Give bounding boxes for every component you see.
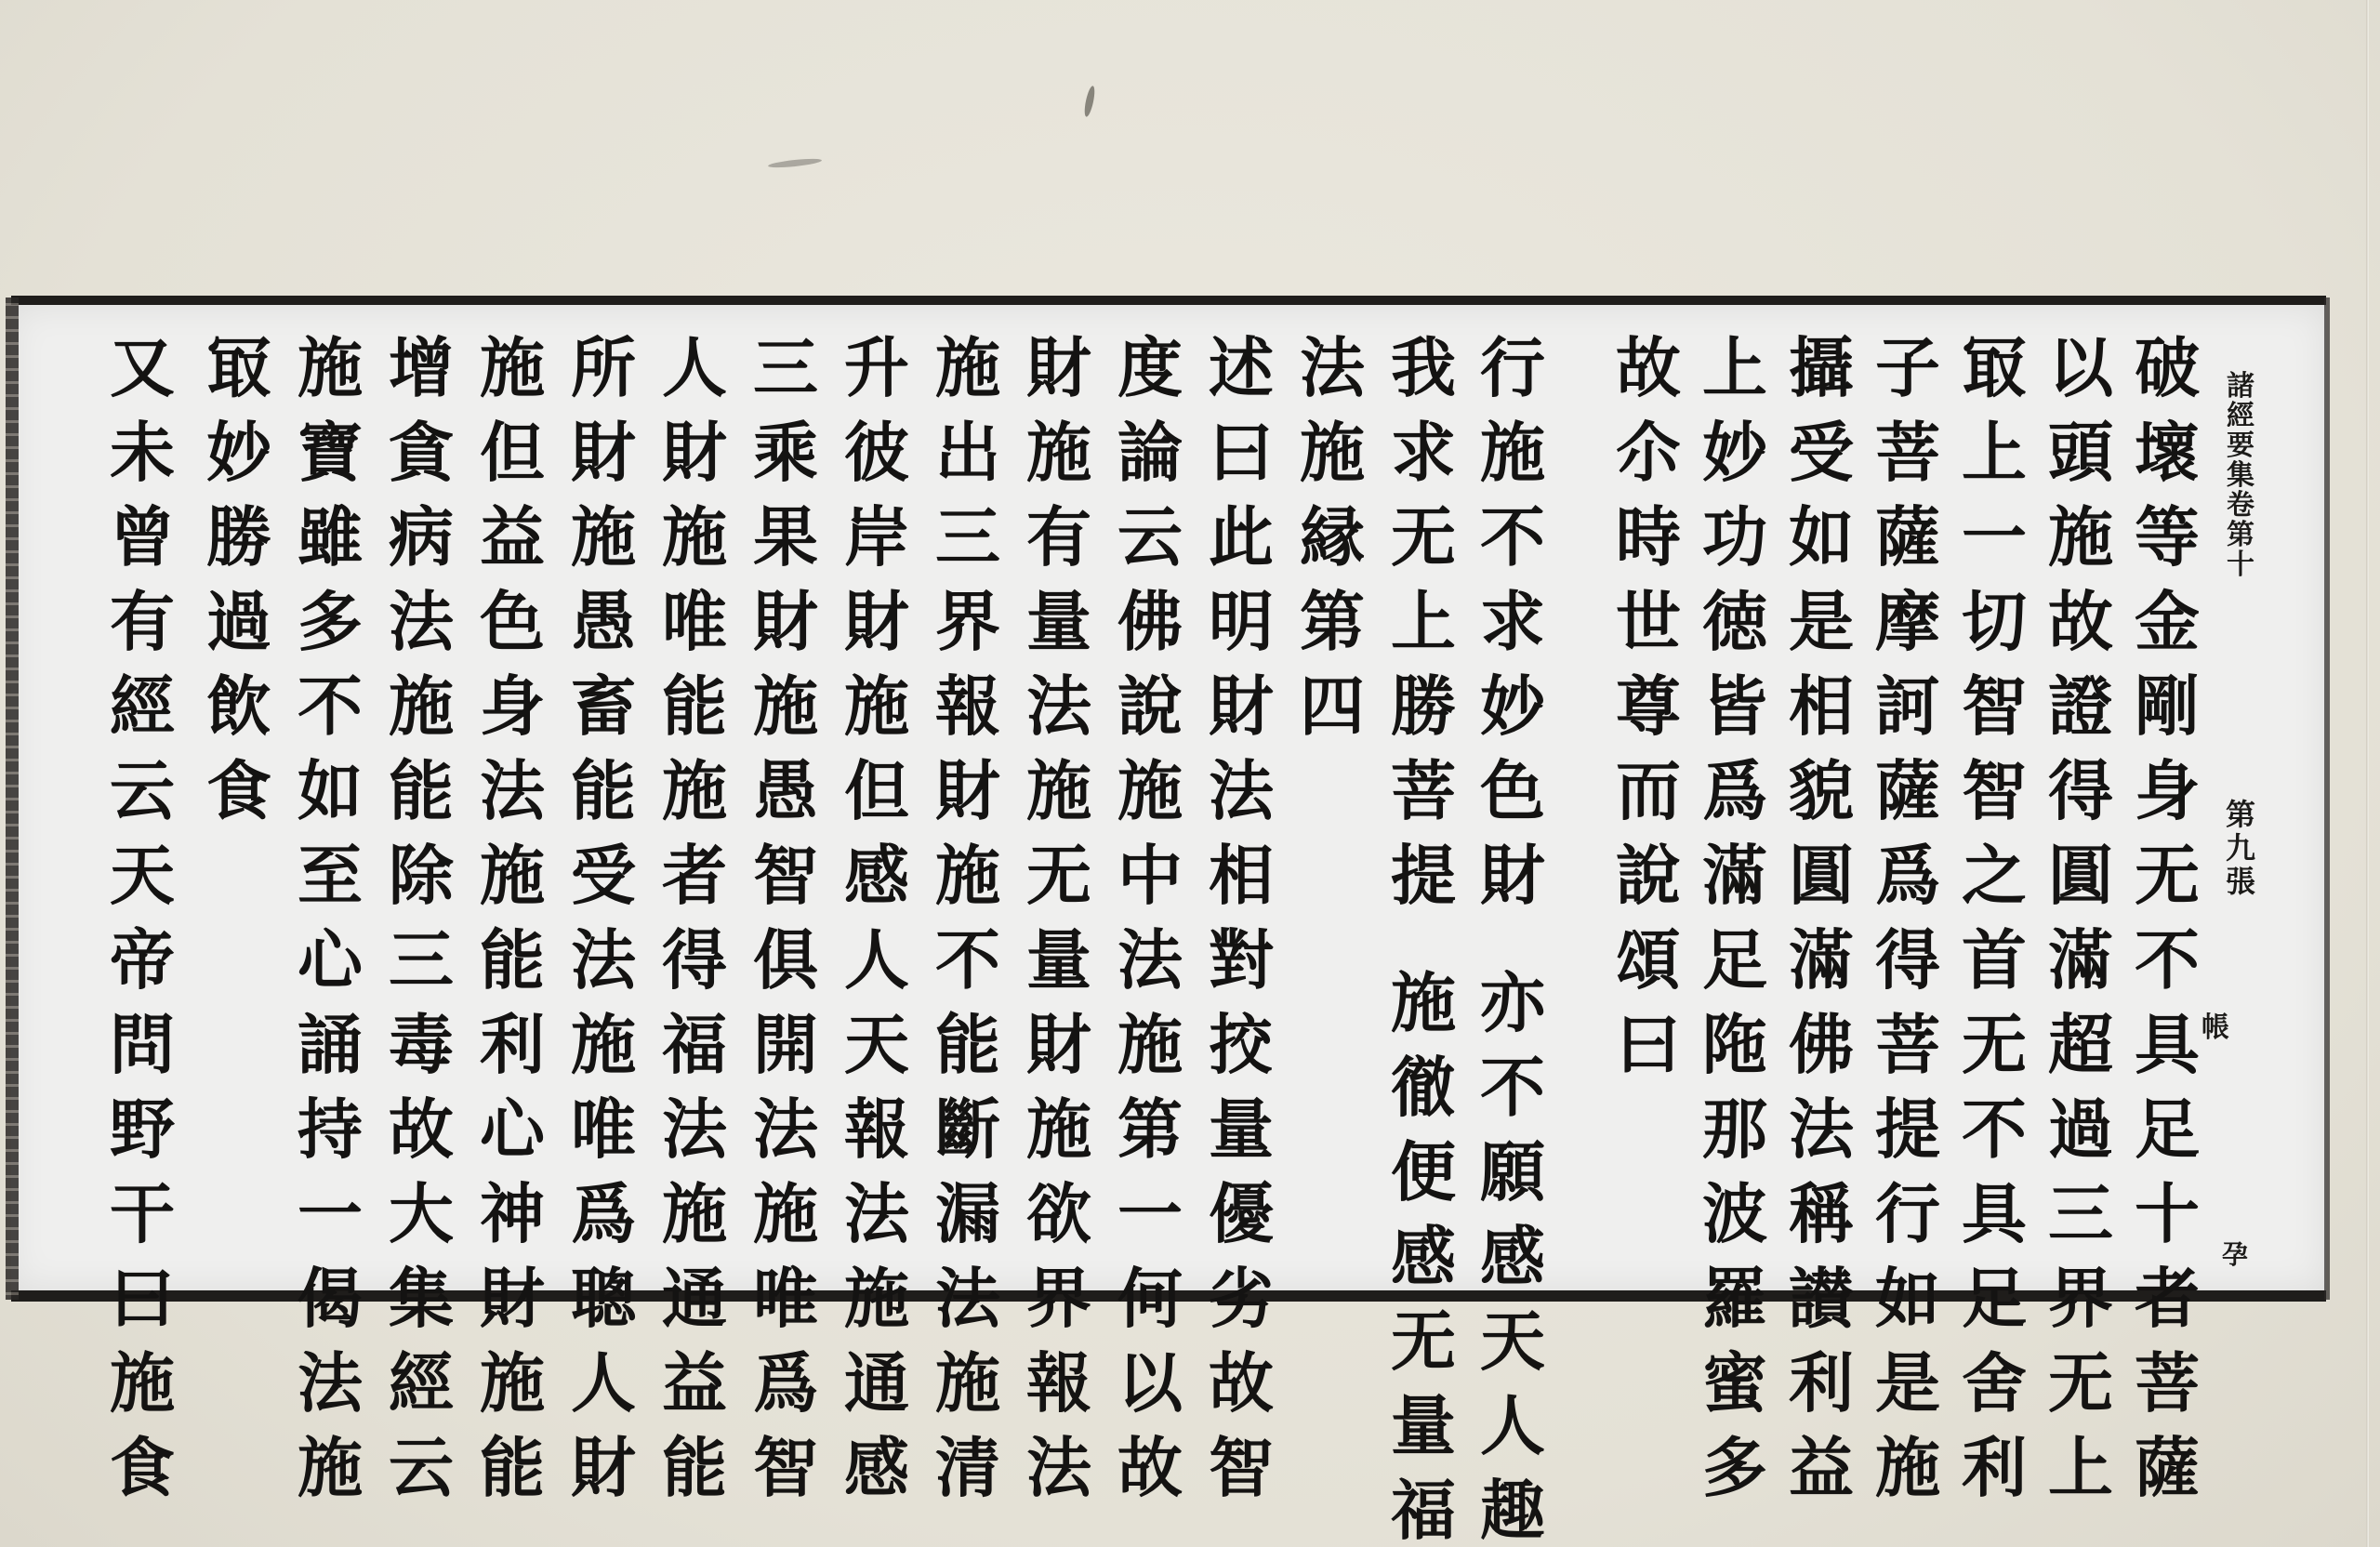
text-column-2: 以頭施故證得圓滿超過三界无上 (2048, 329, 2113, 1506)
text-column-7: 故尒時世尊而說頌曰 (1616, 329, 1681, 1083)
section-heading-column: 法施縁第四 (1300, 329, 1365, 745)
text-column-6: 上妙功徳皆爲滿足陁那波羅蜜多 (1702, 329, 1767, 1506)
text-column-17: 人財施唯能施者得福法施通益能 (662, 329, 727, 1506)
text-column-18: 所財施愚畜能受法施唯爲聰人財 (571, 329, 636, 1506)
text-column-22: 冣妙勝過飲食 (206, 329, 271, 829)
text-column-12: 度論云佛說施中法施第一何以故 (1117, 329, 1183, 1506)
margin-title-note: 諸經要集卷第十 (2227, 370, 2254, 581)
text-column-4: 子菩薩摩訶薩爲得菩提行如是施 (1875, 329, 1940, 1506)
page-fold (2366, 0, 2369, 1547)
margin-lower-mark: 孕 (2222, 1239, 2249, 1270)
ink-smudge (1083, 86, 1097, 118)
verse-column-2: 我求无上勝菩提 施徹便感无量福 (1391, 329, 1456, 1547)
text-column-5: 攝受如是相貌圓滿佛法稱讃利益 (1789, 329, 1854, 1506)
text-column-1: 破壞等金剛身无不具足十者菩薩 (2135, 329, 2200, 1506)
printed-text-block (11, 296, 2326, 1547)
block-right-border (2324, 298, 2330, 1300)
text-column-3: 冣上一切智智之首无不具足舍利 (1962, 329, 2027, 1506)
block-left-border (6, 298, 19, 1300)
margin-sheet-number: 第九張 (2225, 797, 2255, 899)
text-column-21: 施寶雖多不如至心誦持一偈法施 (298, 329, 363, 1506)
text-column-20: 增貪病法施能除三毒故大集經云 (389, 329, 454, 1506)
ink-smudge (768, 157, 822, 169)
text-column-11: 述曰此明財法相對挍量優劣故智 (1209, 329, 1274, 1506)
text-column-14: 施出三界報財施不能斷漏法施清 (935, 329, 1000, 1506)
text-column-13: 財施有量法施无量財施欲界報法 (1026, 329, 1091, 1506)
text-column-19: 施但益色身法施能利心神財施能 (480, 329, 545, 1506)
verse-column-1: 行施不求妙色財 亦不願感天人趣 (1480, 329, 1545, 1547)
margin-carver-mark: 帳 (2202, 1012, 2229, 1044)
text-column-23: 又未曾有經云天帝問野干曰施食 (110, 329, 175, 1506)
text-column-16: 三乘果財施愚智俱開法施唯爲智 (753, 329, 818, 1506)
text-column-15: 升彼岸財施但感人天報法施通感 (844, 329, 909, 1506)
